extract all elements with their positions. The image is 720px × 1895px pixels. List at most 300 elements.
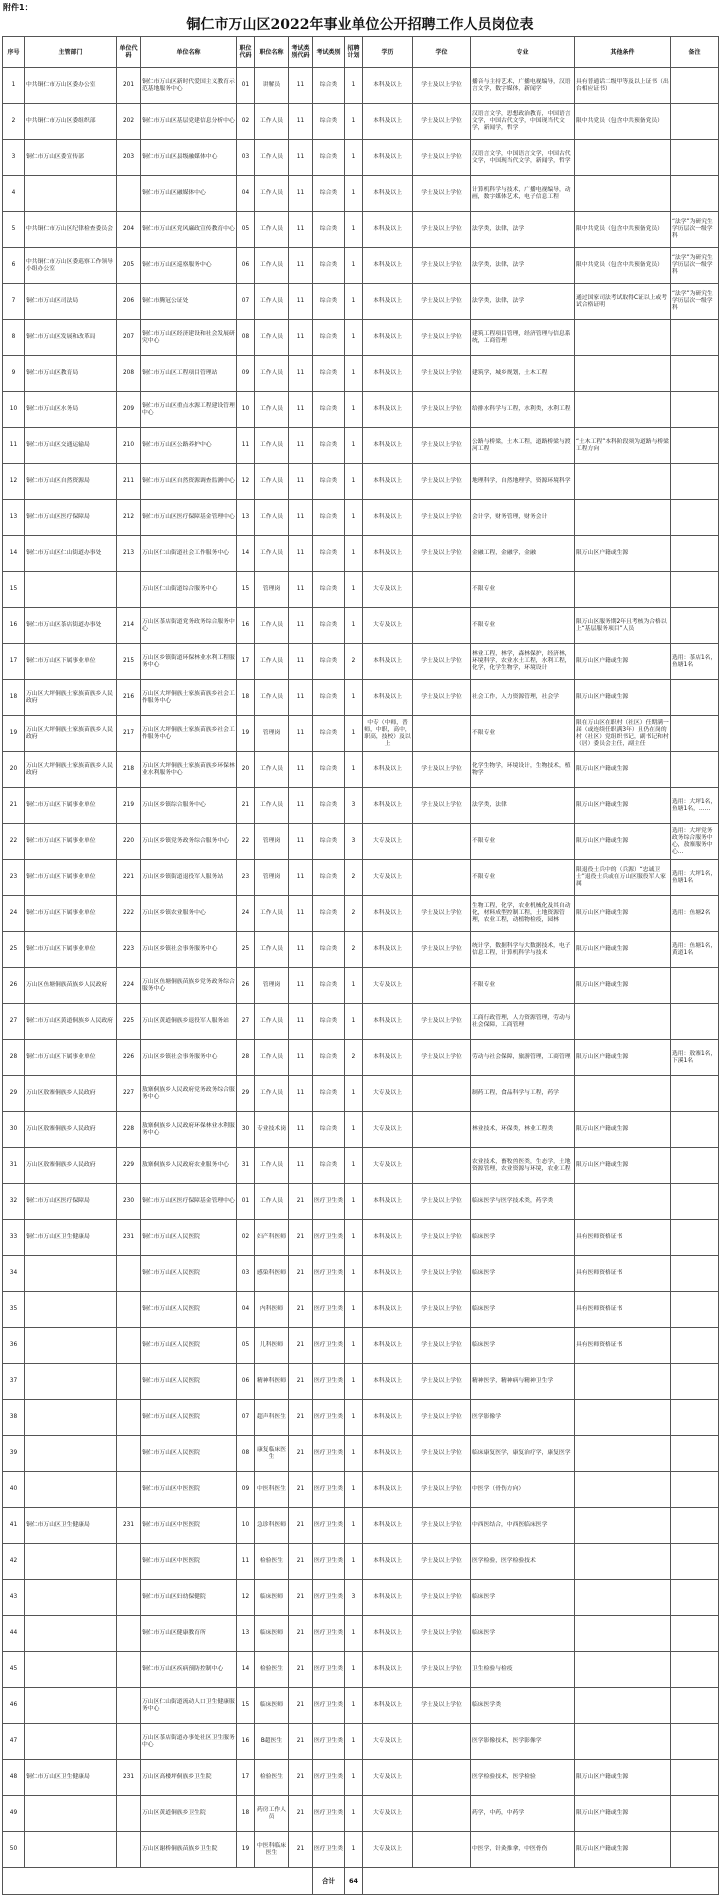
cell-exam-code: 21 xyxy=(289,1256,313,1292)
col-header-exam-code: 考试类别代码 xyxy=(289,37,313,68)
cell-exam-type: 医疗卫生类 xyxy=(313,1328,345,1364)
cell-major: 汉语言文学，思想政治教育，中国语言文学，中国古代文学，中国现当代文学，新闻学，哲学 xyxy=(471,104,575,140)
cell-position-name: 管理岗 xyxy=(255,860,289,896)
cell-position-code: 20 xyxy=(237,752,255,788)
table-row xyxy=(3,788,719,824)
cell-plan: 1 xyxy=(345,1616,363,1652)
cell-education: 本科及以上 xyxy=(363,1436,413,1472)
cell-index: 31 xyxy=(3,1148,25,1184)
cell-education: 大专及以上 xyxy=(363,968,413,1004)
col-header-index: 序号 xyxy=(3,37,25,68)
cell-major: 法学类，法律，法学 xyxy=(471,284,575,320)
cell-major: 给排水科学与工程，水利类，水利工程 xyxy=(471,392,575,428)
cell-exam-code: 11 xyxy=(289,896,313,932)
cell-department: 铜仁市万山区下属事业单位 xyxy=(25,824,117,860)
cell-index: 27 xyxy=(3,1004,25,1040)
cell-major: 中医学（骨伤方向） xyxy=(471,1472,575,1508)
cell-index: 2 xyxy=(3,104,25,140)
cell-plan: 1 xyxy=(345,1688,363,1724)
cell-education: 本科及以上 xyxy=(363,896,413,932)
cell-exam-type: 医疗卫生类 xyxy=(313,1760,345,1796)
cell-exam-type: 综合类 xyxy=(313,1040,345,1076)
cell-degree: 学士及以上学位 xyxy=(413,392,471,428)
cell-index: 5 xyxy=(3,212,25,248)
cell-exam-code: 11 xyxy=(289,68,313,104)
cell-unit-name: 万山区乡镇街道退役军人服务站 xyxy=(141,860,237,896)
cell-notes: “法学”为研究生学历层次一级学科 xyxy=(671,248,719,284)
cell-plan: 1 xyxy=(345,500,363,536)
cell-other: 限中共党员（包含中共预备党员） xyxy=(575,248,671,284)
cell-department xyxy=(25,1400,117,1436)
cell-education: 本科及以上 xyxy=(363,1400,413,1436)
cell-exam-type: 综合类 xyxy=(313,1112,345,1148)
table-row xyxy=(3,284,719,320)
cell-notes xyxy=(671,1256,719,1292)
cell-unit-name: 铜仁市万山区融媒体中心 xyxy=(141,176,237,212)
cell-position-name: 检验医生 xyxy=(255,1544,289,1580)
cell-position-code: 24 xyxy=(237,896,255,932)
cell-other: 通过国家司法考试取得C证以上或考试合格证明 xyxy=(575,284,671,320)
cell-education: 大专及以上 xyxy=(363,1724,413,1760)
cell-position-name: 工作人员 xyxy=(255,356,289,392)
cell-position-name: 工作人员 xyxy=(255,212,289,248)
cell-position-code: 09 xyxy=(237,1472,255,1508)
cell-department: 铜仁市万山区自然资源局 xyxy=(25,464,117,500)
cell-degree: 学士及以上学位 xyxy=(413,320,471,356)
cell-unit-code: 224 xyxy=(117,968,141,1004)
cell-exam-code: 11 xyxy=(289,500,313,536)
cell-index: 42 xyxy=(3,1544,25,1580)
cell-position-code: 07 xyxy=(237,1400,255,1436)
cell-exam-type: 医疗卫生类 xyxy=(313,1256,345,1292)
cell-exam-type: 综合类 xyxy=(313,392,345,428)
cell-position-name: 儿科医师 xyxy=(255,1328,289,1364)
cell-other xyxy=(575,1400,671,1436)
cell-other: 限万山区服务期2年且考核为合格以上“基层服务项目”人员 xyxy=(575,608,671,644)
cell-position-name: 工作人员 xyxy=(255,104,289,140)
cell-education: 本科及以上 xyxy=(363,752,413,788)
cell-other: 限万山区户籍或生源 xyxy=(575,536,671,572)
cell-plan: 1 xyxy=(345,428,363,464)
cell-position-name: 工作人员 xyxy=(255,1004,289,1040)
cell-unit-code: 215 xyxy=(117,644,141,680)
cell-exam-type: 医疗卫生类 xyxy=(313,1580,345,1616)
cell-unit-code: 231 xyxy=(117,1220,141,1256)
cell-degree: 学士及以上学位 xyxy=(413,500,471,536)
cell-position-code: 23 xyxy=(237,860,255,896)
cell-department: 万山区敖寨侗族乡人民政府 xyxy=(25,1112,117,1148)
cell-position-name: 工作人员 xyxy=(255,320,289,356)
cell-other: 限万山区户籍或生源 xyxy=(575,968,671,1004)
total-label: 合计 xyxy=(313,1868,345,1895)
cell-education: 本科及以上 xyxy=(363,176,413,212)
cell-exam-code: 11 xyxy=(289,932,313,968)
cell-exam-code: 11 xyxy=(289,428,313,464)
cell-position-name: 专业技术岗 xyxy=(255,1112,289,1148)
cell-plan: 1 xyxy=(345,212,363,248)
cell-position-code: 25 xyxy=(237,932,255,968)
cell-unit-name: 万山区大坪侗族土家族苗族乡社会工作服务中心 xyxy=(141,716,237,752)
cell-unit-name: 铜仁市万山区县级融媒体中心 xyxy=(141,140,237,176)
cell-department: 铜仁市万山区卫生健康局 xyxy=(25,1760,117,1796)
cell-exam-code: 21 xyxy=(289,1184,313,1220)
cell-department: 铜仁市万山区卫生健康局 xyxy=(25,1508,117,1544)
cell-plan: 1 xyxy=(345,1796,363,1832)
cell-major: 制药工程，食品科学与工程，药学 xyxy=(471,1076,575,1112)
cell-major: 汉语言文学，中国语言文学，中国古代文学，中国现当代文学，新闻学，哲学 xyxy=(471,140,575,176)
cell-unit-code: 216 xyxy=(117,680,141,716)
cell-major: 播音与主持艺术，广播电视编导，汉语言文学，数字媒体，新闻学 xyxy=(471,68,575,104)
cell-exam-code: 11 xyxy=(289,752,313,788)
cell-position-code: 30 xyxy=(237,1112,255,1148)
cell-index: 39 xyxy=(3,1436,25,1472)
cell-exam-type: 综合类 xyxy=(313,248,345,284)
cell-education: 大专及以上 xyxy=(363,824,413,860)
cell-exam-type: 医疗卫生类 xyxy=(313,1400,345,1436)
cell-position-name: 工作人员 xyxy=(255,1040,289,1076)
cell-unit-code: 231 xyxy=(117,1760,141,1796)
cell-unit-code: 223 xyxy=(117,932,141,968)
cell-notes: 选用：敖寨1名，下溪1名 xyxy=(671,1040,719,1076)
cell-position-code: 05 xyxy=(237,1328,255,1364)
cell-plan: 1 xyxy=(345,1652,363,1688)
cell-department: 万山区敖寨侗族乡人民政府 xyxy=(25,1076,117,1112)
cell-unit-code: 204 xyxy=(117,212,141,248)
cell-notes xyxy=(671,320,719,356)
cell-notes xyxy=(671,1652,719,1688)
cell-position-code: 01 xyxy=(237,1184,255,1220)
cell-plan: 1 xyxy=(345,284,363,320)
cell-position-name: 工作人员 xyxy=(255,788,289,824)
cell-department: 铜仁市万山区黄道侗族乡人民政府 xyxy=(25,1004,117,1040)
cell-other xyxy=(575,1364,671,1400)
cell-notes xyxy=(671,716,719,752)
cell-unit-code: 208 xyxy=(117,356,141,392)
cell-degree: 学士及以上学位 xyxy=(413,1004,471,1040)
cell-index: 6 xyxy=(3,248,25,284)
cell-notes: 选用：鱼塘2名 xyxy=(671,896,719,932)
table-row xyxy=(3,968,719,1004)
cell-other xyxy=(575,572,671,608)
cell-education: 本科及以上 xyxy=(363,1328,413,1364)
cell-position-code: 03 xyxy=(237,140,255,176)
table-row xyxy=(3,1508,719,1544)
cell-position-name: 管理岗 xyxy=(255,716,289,752)
cell-unit-code: 212 xyxy=(117,500,141,536)
cell-position-code: 21 xyxy=(237,788,255,824)
cell-department: 万山区大坪侗族土家族苗族乡人民政府 xyxy=(25,752,117,788)
cell-degree: 学士及以上学位 xyxy=(413,752,471,788)
cell-department xyxy=(25,1328,117,1364)
cell-exam-code: 11 xyxy=(289,680,313,716)
cell-position-name: 工作人员 xyxy=(255,752,289,788)
cell-exam-type: 医疗卫生类 xyxy=(313,1652,345,1688)
cell-unit-code xyxy=(117,1328,141,1364)
cell-index: 48 xyxy=(3,1760,25,1796)
cell-position-code: 16 xyxy=(237,1724,255,1760)
cell-other xyxy=(575,1076,671,1112)
cell-exam-code: 11 xyxy=(289,788,313,824)
cell-plan: 1 xyxy=(345,1220,363,1256)
cell-major: 临床医学 xyxy=(471,1328,575,1364)
cell-department: 铜仁市万山区医疗保障局 xyxy=(25,500,117,536)
cell-exam-code: 11 xyxy=(289,320,313,356)
cell-notes xyxy=(671,1220,719,1256)
cell-major: 建筑工程项目管理，经济管理与信息系统，工商管理 xyxy=(471,320,575,356)
cell-exam-type: 综合类 xyxy=(313,932,345,968)
cell-position-name: 工作人员 xyxy=(255,1184,289,1220)
cell-plan: 1 xyxy=(345,968,363,1004)
cell-major: 金融工程，金融学，金融 xyxy=(471,536,575,572)
cell-degree: 学士及以上学位 xyxy=(413,248,471,284)
cell-education: 本科及以上 xyxy=(363,464,413,500)
cell-exam-type: 医疗卫生类 xyxy=(313,1688,345,1724)
cell-plan: 1 xyxy=(345,572,363,608)
cell-unit-code: 203 xyxy=(117,140,141,176)
cell-education: 本科及以上 xyxy=(363,1688,413,1724)
cell-education: 本科及以上 xyxy=(363,320,413,356)
cell-plan: 1 xyxy=(345,536,363,572)
cell-position-name: 超声科医生 xyxy=(255,1400,289,1436)
cell-department xyxy=(25,1688,117,1724)
cell-education: 大专及以上 xyxy=(363,1760,413,1796)
cell-unit-code: 217 xyxy=(117,716,141,752)
cell-unit-code: 218 xyxy=(117,752,141,788)
cell-degree: 学士及以上学位 xyxy=(413,1580,471,1616)
cell-position-name: 检验医生 xyxy=(255,1760,289,1796)
cell-department xyxy=(25,1544,117,1580)
cell-exam-type: 综合类 xyxy=(313,284,345,320)
cell-unit-name: 铜仁市万山区健康教育所 xyxy=(141,1616,237,1652)
cell-position-code: 17 xyxy=(237,1760,255,1796)
cell-department: 中共铜仁市万山区委组织部 xyxy=(25,104,117,140)
cell-plan: 2 xyxy=(345,644,363,680)
cell-education: 本科及以上 xyxy=(363,1508,413,1544)
col-header-plan: 招聘计划 xyxy=(345,37,363,68)
cell-education: 本科及以上 xyxy=(363,1040,413,1076)
table-body xyxy=(3,68,719,1868)
cell-unit-code xyxy=(117,1688,141,1724)
cell-unit-code: 207 xyxy=(117,320,141,356)
cell-other: 限万山区户籍或生源 xyxy=(575,1796,671,1832)
cell-plan: 1 xyxy=(345,1508,363,1544)
cell-position-code: 12 xyxy=(237,1580,255,1616)
cell-position-code: 18 xyxy=(237,1796,255,1832)
cell-exam-code: 21 xyxy=(289,1220,313,1256)
cell-position-name: 工作人员 xyxy=(255,248,289,284)
cell-education: 本科及以上 xyxy=(363,1364,413,1400)
table-row xyxy=(3,1544,719,1580)
cell-notes: 选用：鱼塘1名，黄道1名 xyxy=(671,932,719,968)
table-row xyxy=(3,1760,719,1796)
table-row xyxy=(3,1832,719,1868)
cell-major: 公路与桥梁，土木工程，道路桥梁与渡河工程 xyxy=(471,428,575,464)
cell-unit-code: 211 xyxy=(117,464,141,500)
cell-other: 具有医师资格证书 xyxy=(575,1292,671,1328)
cell-department xyxy=(25,176,117,212)
cell-degree xyxy=(413,1796,471,1832)
cell-major: 临床医学 xyxy=(471,1616,575,1652)
cell-position-name: B超医生 xyxy=(255,1724,289,1760)
cell-exam-code: 21 xyxy=(289,1796,313,1832)
cell-other: 限万山区户籍或生源 xyxy=(575,932,671,968)
table-row xyxy=(3,608,719,644)
cell-notes xyxy=(671,176,719,212)
cell-exam-code: 11 xyxy=(289,464,313,500)
table-row xyxy=(3,176,719,212)
cell-major: 地理科学，自然地理学，资源环境科学 xyxy=(471,464,575,500)
cell-unit-code xyxy=(117,1544,141,1580)
cell-exam-type: 综合类 xyxy=(313,860,345,896)
cell-index: 38 xyxy=(3,1400,25,1436)
table-row xyxy=(3,1652,719,1688)
cell-plan: 1 xyxy=(345,1760,363,1796)
cell-plan: 2 xyxy=(345,860,363,896)
cell-position-code: 14 xyxy=(237,536,255,572)
cell-plan: 1 xyxy=(345,1184,363,1220)
table-row xyxy=(3,1724,719,1760)
cell-unit-name: 万山区黄道侗族乡卫生院 xyxy=(141,1796,237,1832)
cell-other: 限在万山区在职村（社区）任期满一届（或连续任职满3年）且仍在岗的村（社区）党组织书记，副书记和村（居）委员会主任，副主任 xyxy=(575,716,671,752)
cell-exam-type: 综合类 xyxy=(313,212,345,248)
cell-notes xyxy=(671,1004,719,1040)
cell-unit-name: 万山区谢桥侗族苗族乡卫生院 xyxy=(141,1832,237,1868)
cell-education: 本科及以上 xyxy=(363,788,413,824)
cell-exam-code: 21 xyxy=(289,1724,313,1760)
cell-exam-type: 医疗卫生类 xyxy=(313,1724,345,1760)
cell-position-name: 临床医师 xyxy=(255,1616,289,1652)
cell-index: 18 xyxy=(3,680,25,716)
cell-other xyxy=(575,1544,671,1580)
col-header-unit-name: 单位名称 xyxy=(141,37,237,68)
cell-degree: 学士及以上学位 xyxy=(413,896,471,932)
cell-plan: 1 xyxy=(345,1112,363,1148)
cell-notes xyxy=(671,1364,719,1400)
cell-department xyxy=(25,1364,117,1400)
cell-notes: 选用：茶店1名，鱼塘1名 xyxy=(671,644,719,680)
cell-position-code: 09 xyxy=(237,356,255,392)
cell-index: 23 xyxy=(3,860,25,896)
cell-unit-name: 铜仁市万山区经济建设和社会发展研究中心 xyxy=(141,320,237,356)
table-row xyxy=(3,1400,719,1436)
cell-major: 医学检验技术，医学检验 xyxy=(471,1760,575,1796)
cell-plan: 1 xyxy=(345,68,363,104)
cell-other xyxy=(575,1652,671,1688)
cell-degree: 学士及以上学位 xyxy=(413,1040,471,1076)
cell-unit-name: 万山区黄道侗族乡退役军人服务站 xyxy=(141,1004,237,1040)
cell-position-code: 02 xyxy=(237,104,255,140)
cell-position-name: 感染科医师 xyxy=(255,1256,289,1292)
cell-major: 劳动与社会保障，旅游管理，工商管理 xyxy=(471,1040,575,1076)
cell-education: 本科及以上 xyxy=(363,356,413,392)
cell-degree xyxy=(413,1724,471,1760)
cell-position-name: 管理岗 xyxy=(255,824,289,860)
table-row xyxy=(3,428,719,464)
cell-exam-code: 21 xyxy=(289,1400,313,1436)
cell-index: 35 xyxy=(3,1292,25,1328)
cell-department: 铜仁市万山区下属事业单位 xyxy=(25,644,117,680)
cell-unit-name: 铜仁市万山区巡察服务中心 xyxy=(141,248,237,284)
cell-unit-code: 220 xyxy=(117,824,141,860)
cell-position-code: 06 xyxy=(237,1364,255,1400)
cell-exam-code: 21 xyxy=(289,1508,313,1544)
cell-notes xyxy=(671,1760,719,1796)
cell-exam-type: 综合类 xyxy=(313,140,345,176)
cell-position-code: 22 xyxy=(237,824,255,860)
cell-index: 33 xyxy=(3,1220,25,1256)
cell-position-name: 工作人员 xyxy=(255,536,289,572)
cell-exam-type: 综合类 xyxy=(313,608,345,644)
table-row xyxy=(3,824,719,860)
cell-index: 40 xyxy=(3,1472,25,1508)
cell-department: 铜仁市万山区茶店街道办事处 xyxy=(25,608,117,644)
table-row xyxy=(3,1328,719,1364)
cell-exam-type: 综合类 xyxy=(313,716,345,752)
cell-major: 不限专业 xyxy=(471,824,575,860)
col-header-major: 专业 xyxy=(471,37,575,68)
cell-department: 铜仁市万山区交通运输局 xyxy=(25,428,117,464)
cell-exam-type: 医疗卫生类 xyxy=(313,1292,345,1328)
cell-plan: 1 xyxy=(345,680,363,716)
cell-major: 建筑学，城乡规划，土木工程 xyxy=(471,356,575,392)
cell-notes xyxy=(671,1508,719,1544)
cell-unit-code: 230 xyxy=(117,1184,141,1220)
cell-education: 本科及以上 xyxy=(363,536,413,572)
cell-plan: 1 xyxy=(345,608,363,644)
table-row xyxy=(3,896,719,932)
table-row xyxy=(3,1616,719,1652)
cell-unit-name: 万山区乡镇社会事务服务中心 xyxy=(141,932,237,968)
cell-department xyxy=(25,1256,117,1292)
cell-index: 25 xyxy=(3,932,25,968)
cell-plan: 1 xyxy=(345,1832,363,1868)
cell-index: 46 xyxy=(3,1688,25,1724)
cell-other xyxy=(575,464,671,500)
cell-education: 本科及以上 xyxy=(363,248,413,284)
cell-education: 本科及以上 xyxy=(363,212,413,248)
cell-exam-code: 11 xyxy=(289,644,313,680)
cell-department: 铜仁市万山区卫生健康局 xyxy=(25,1220,117,1256)
cell-department: 铜仁市万山区下属事业单位 xyxy=(25,788,117,824)
cell-other: 限万山区户籍或生源 xyxy=(575,644,671,680)
cell-plan: 1 xyxy=(345,1328,363,1364)
cell-unit-code: 226 xyxy=(117,1040,141,1076)
cell-major: 药学，中药，中药学 xyxy=(471,1796,575,1832)
cell-position-code: 08 xyxy=(237,320,255,356)
cell-position-code: 18 xyxy=(237,680,255,716)
cell-unit-name: 万山区高楼坪侗族乡卫生院 xyxy=(141,1760,237,1796)
cell-plan: 1 xyxy=(345,752,363,788)
cell-education: 本科及以上 xyxy=(363,428,413,464)
cell-unit-name: 万山区鱼塘侗族苗族乡党务政务综合服务中心 xyxy=(141,968,237,1004)
cell-index: 4 xyxy=(3,176,25,212)
cell-unit-name: 铜仁市万山区基层党建信息分析中心 xyxy=(141,104,237,140)
cell-education: 本科及以上 xyxy=(363,392,413,428)
cell-notes: “法学”为研究生学历层次一级学科 xyxy=(671,212,719,248)
cell-degree: 学士及以上学位 xyxy=(413,788,471,824)
cell-position-name: 急诊科医师 xyxy=(255,1508,289,1544)
cell-unit-code xyxy=(117,176,141,212)
cell-other: 限中共党员（包含中共预备党员） xyxy=(575,212,671,248)
col-header-education: 学历 xyxy=(363,37,413,68)
cell-major: 林业技术，环保类，林业工程类 xyxy=(471,1112,575,1148)
cell-major: 临床医学 xyxy=(471,1292,575,1328)
cell-unit-name: 铜仁市万山区重点水源工程建设管理中心 xyxy=(141,392,237,428)
cell-notes xyxy=(671,968,719,1004)
cell-exam-code: 11 xyxy=(289,1076,313,1112)
cell-plan: 1 xyxy=(345,176,363,212)
cell-degree: 学士及以上学位 xyxy=(413,1256,471,1292)
